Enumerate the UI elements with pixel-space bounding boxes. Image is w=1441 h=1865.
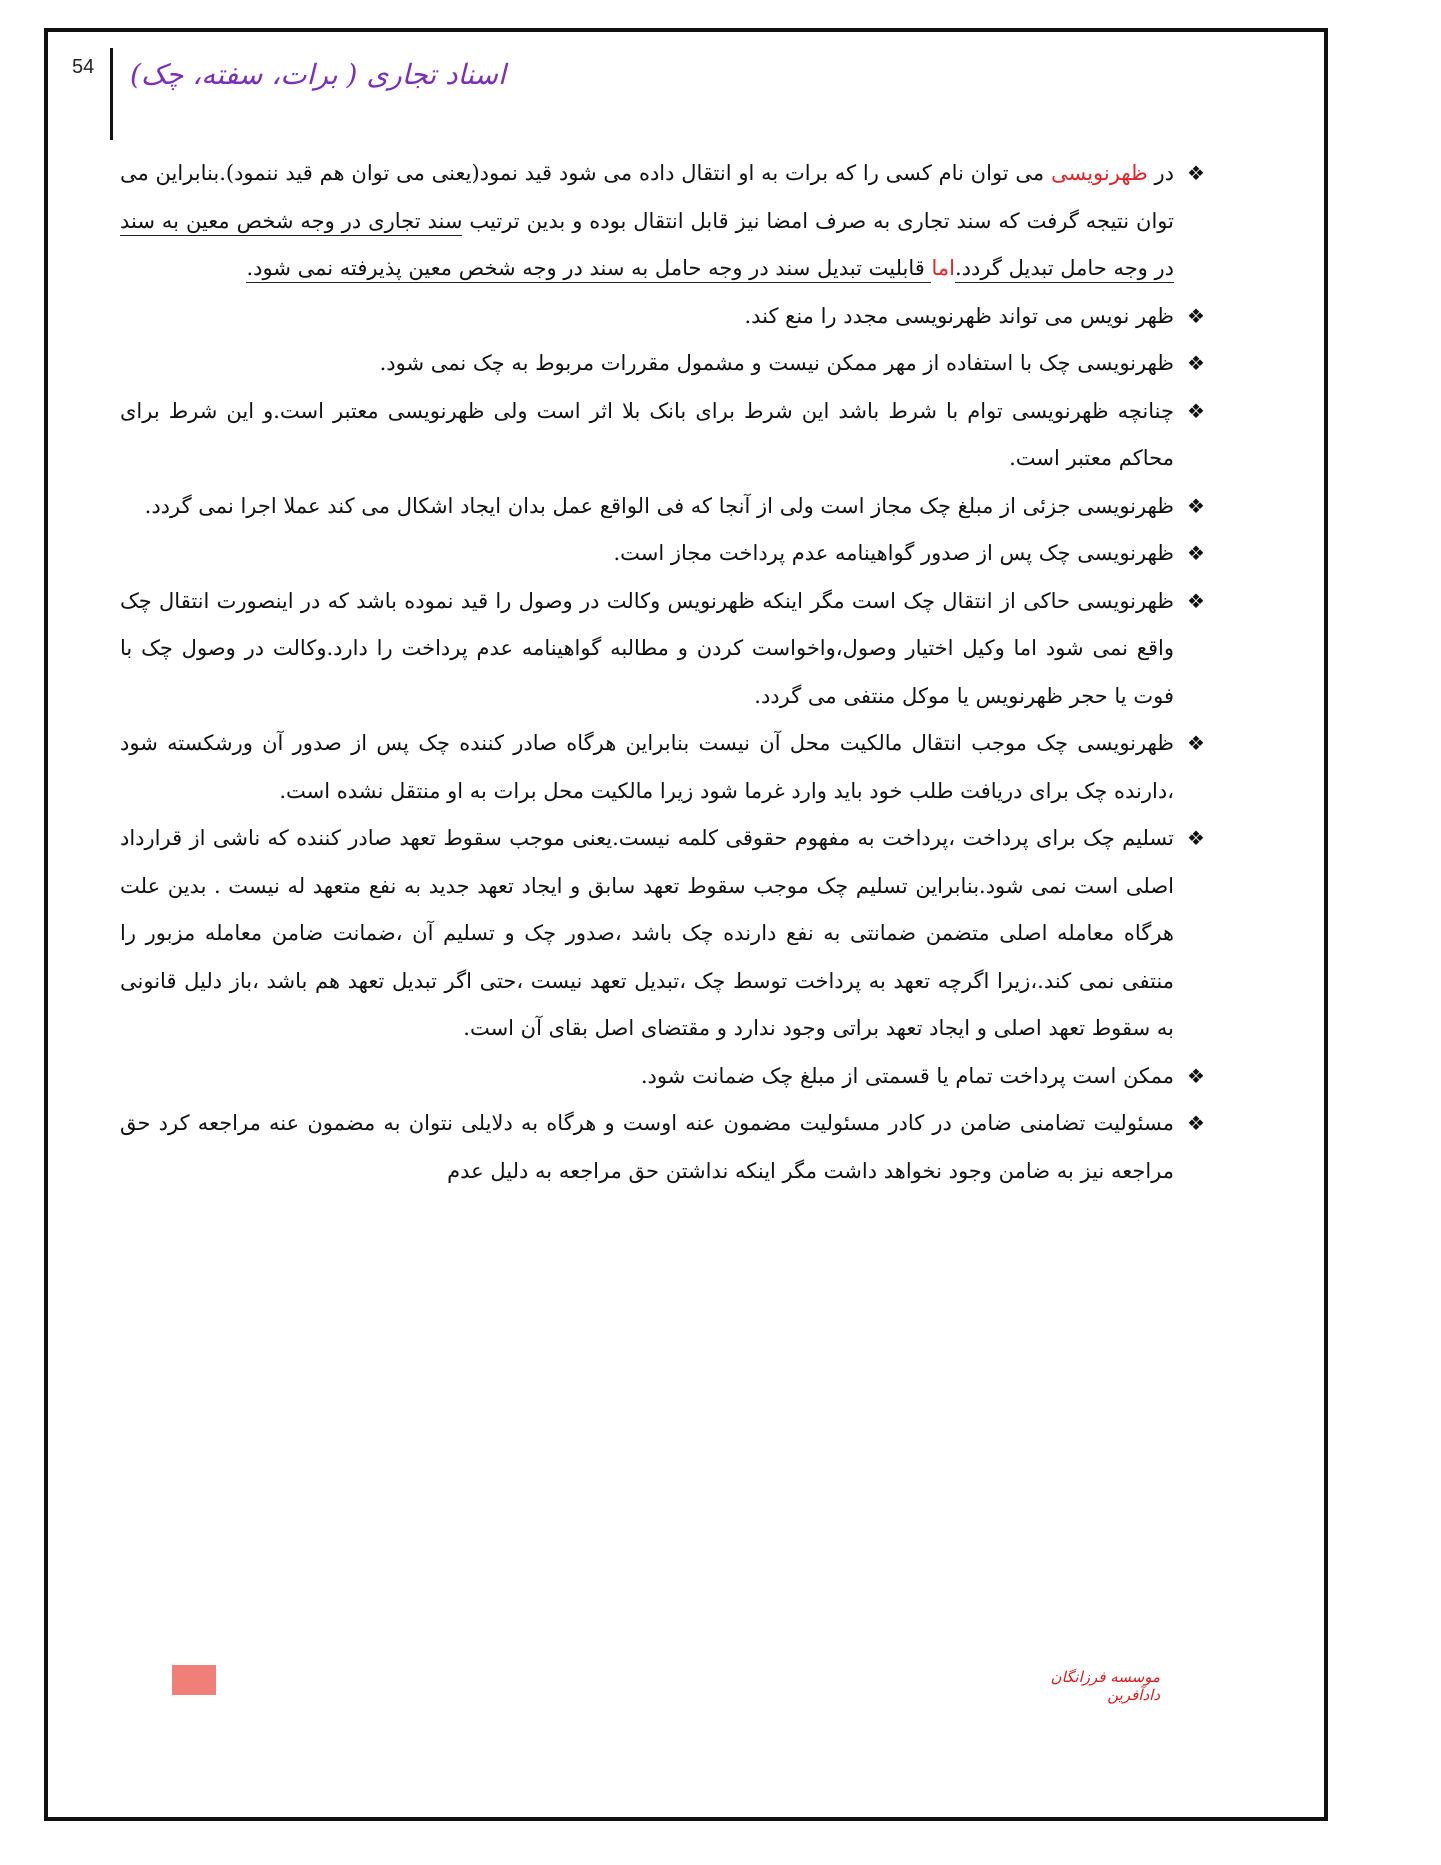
list-item — [120, 388, 1210, 483]
list-item — [120, 530, 1210, 578]
underlined-text: قابلیت تبدیل سند در وجه حامل به سند در وجه شخص معین پذیرفته نمی شود. — [246, 256, 931, 283]
header-divider — [110, 48, 113, 140]
list-item — [120, 815, 1210, 1053]
item-text: تسلیم چک برای پرداخت ،پرداخت به مفهوم حقوقی کلمه نیست.یعنی موجب سقوط تعهد صادر کننده که ناشی از قرارداد اصلی است نمی شود.بنابراین تسلیم چک موجب سقوط تعهد سابق و ایجاد تعهد جدید به نفع متعهد له نیست . بدین علت هرگاه معامله اصلی متضمن ضمانتی به نفع دارنده چک باشد ،صدور چک و تسلیم آن ،ضمانت ضامن معامله مزبور را منتفی نمی کند.،زیرا اگرچه تعهد به پرداخت توسط چک ،تبدیل تعهد نیست ،حتی اگر تبدیل تعهد هم باشد ،باز دلیل قانونی به سقوط تعهد اصلی و ایجاد تعهد براتی وجود ندارد و مقتضای اصل بقای آن است. — [120, 826, 1174, 1040]
footer-institute-name: موسسه فرزانگان دادآفرین — [1050, 1668, 1160, 1704]
item-text: ممکن است پرداخت تمام یا قسمتی از مبلغ چک ضمانت شود. — [640, 1063, 1174, 1088]
list-item — [120, 578, 1210, 721]
item-text: می توان نام کسی را که برات به او انتقال داده می شود قید نمود(یعنی می توان هم قید ننمود).بنابراین می توان نتیجه گرفت که سند تجاری به صرف امضا نیز قابل انتقال بوده و بدین ترتیب — [120, 161, 1174, 233]
diamond-bullet-icon: ❖ — [1187, 731, 1205, 755]
item-text: ظهرنویسی چک با استفاده از مهر ممکن نیست و مشمول مقررات مربوط به چک نمی شود. — [379, 351, 1174, 375]
item-text: چنانچه ظهرنویسی توام با شرط باشد این شرط برای بانک بلا اثر است ولی ظهرنویسی معتبر است.و این شرط برای محاکم معتبر است. — [120, 398, 1174, 470]
diamond-bullet-icon: ❖ — [1187, 588, 1205, 613]
diamond-bullet-icon: ❖ — [1187, 541, 1205, 565]
page-number: 54 — [72, 56, 95, 78]
list-item — [120, 1100, 1210, 1195]
item-text: ظهرنویسی جزئی از مبلغ چک مجاز است ولی از آنجا که فی الواقع عمل بدان ایجاد اشکال می کند عملا اجرا نمی گردد. — [144, 493, 1174, 518]
list-item — [120, 340, 1210, 388]
bullet-list — [120, 150, 1210, 1195]
list-item — [120, 1053, 1210, 1101]
highlighted-term: ظهرنویسی — [1050, 161, 1148, 185]
item-text: مسئولیت تضامنی ضامن در کادر مسئولیت مضمون عنه اوست و هرگاه به دلایلی نتوان به مضمون عنه مراجعه کرد حق مراجعه نیز به ضامن وجود نخواهد داشت مگر اینکه نداشتن حق مراجعه به دلیل عدم — [120, 1111, 1174, 1183]
diamond-bullet-icon: ❖ — [1187, 826, 1205, 850]
list-item — [120, 150, 1210, 293]
diamond-bullet-icon: ❖ — [1187, 1063, 1205, 1088]
item-text: ظهرنویسی حاکی از انتقال چک است مگر اینکه ظهرنویس وکالت در وصول را قید نموده باشد که در اینصورت انتقال چک واقع نمی شود اما وکیل اختیار وصول،واخواست کردن و مطالبه گواهینامه عدم پرداخت را دارد.وکالت در وصول چک با فوت یا حجر ظهرنویس یا موکل منتفی می گردد. — [120, 588, 1174, 708]
diamond-bullet-icon: ❖ — [1187, 161, 1205, 185]
list-item — [120, 720, 1210, 815]
diamond-bullet-icon: ❖ — [1187, 398, 1205, 423]
document-body — [120, 150, 1210, 1195]
diamond-bullet-icon: ❖ — [1187, 303, 1205, 328]
item-text: ظهرنویسی چک پس از صدور گواهینامه عدم پرداخت مجاز است. — [613, 541, 1174, 565]
item-text: ظهر نویس می تواند ظهرنویسی مجدد را منع کند. — [744, 303, 1174, 328]
diamond-bullet-icon: ❖ — [1187, 351, 1205, 375]
diamond-bullet-icon: ❖ — [1187, 493, 1205, 518]
item-text: در — [1147, 161, 1174, 185]
header-title: اسناد تجاری ( برات، سفته، چک) — [130, 58, 506, 91]
underlined-text: سند تجاری در وجه شخص معین به سند در وجه حامل تبدیل گردد. — [120, 209, 1174, 284]
list-item — [120, 293, 1210, 341]
diamond-bullet-icon: ❖ — [1187, 1111, 1205, 1135]
footer-color-box — [172, 1665, 216, 1695]
item-text: ظهرنویسی چک موجب انتقال مالکیت محل آن نیست بنابراین هرگاه صادر کننده چک پس از صدور آن ورشکسته شود ،دارنده چک برای دریافت طلب خود باید وارد غرما شود زیرا مالکیت محل برات به او منتقل نشده است. — [120, 731, 1174, 803]
highlighted-term: اما — [931, 256, 955, 280]
list-item — [120, 483, 1210, 531]
